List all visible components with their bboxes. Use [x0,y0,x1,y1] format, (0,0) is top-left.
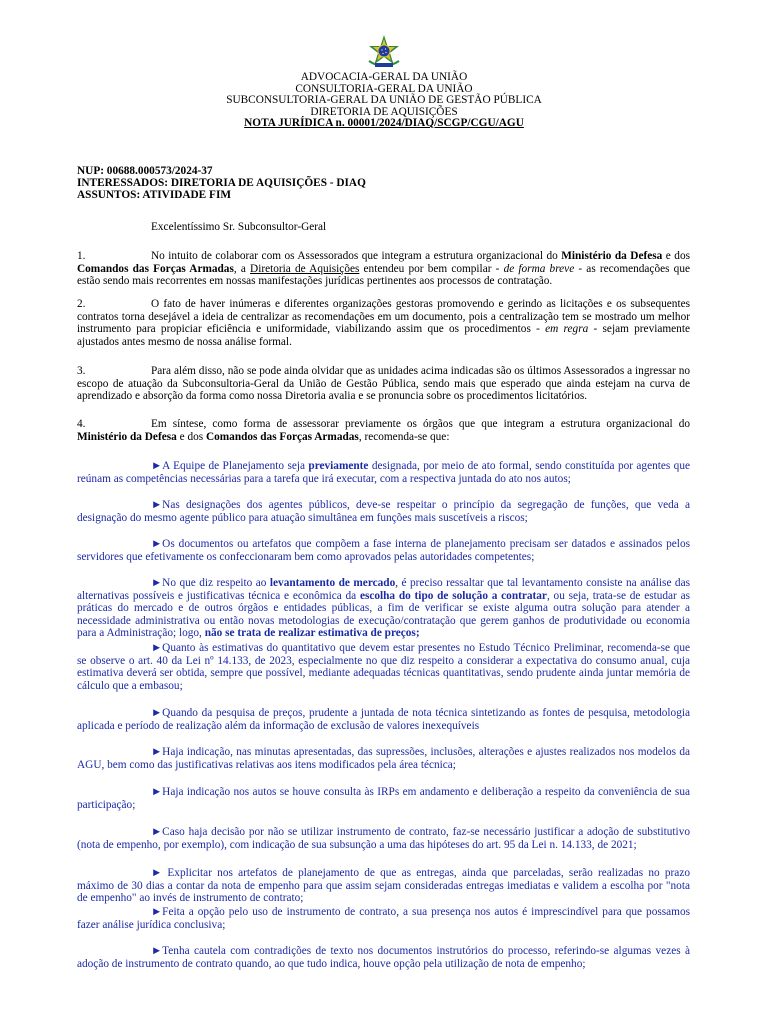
header-line: DIRETORIA DE AQUISIÇÕES [310,105,458,118]
assuntos-line: ASSUNTOS: ATIVIDADE FIM [77,188,232,201]
recommendation-item: ►Haja indicação, nas minutas apresentadas, das supressões, inclusões, alterações e ajustes realizados nos modelos da AGU, bem como das justificativas relativas aos itens modificados pela área técnica; [77,746,690,771]
paragraph-number: 4. [77,418,86,430]
header-line: CONSULTORIA-GERAL DA UNIÃO [295,82,473,95]
paragraph-number: 1. [77,250,86,262]
recommendation-item: ►Quando da pesquisa de preços, prudente a juntada de nota técnica sintetizando as fontes de pesquisa, metodologia aplicada e período de realização além da informação de exclusão de valores inexequíveis [77,707,690,732]
header-line: SUBCONSULTORIA-GERAL DA UNIÃO DE GESTÃO PÚBLICA [226,94,542,106]
nup-line: NUP: 00688.000573/2024-37 [77,165,213,177]
recommendation-item: ►Tenha cautela com contradições de texto nos documentos instrutórios do processo, referindo-se algumas vezes à adoção de instrumento de contrato quando, ao que tudo indica, houve opção pela utilização de nota de empenho; [77,945,690,970]
paragraph-number: 2. [77,298,86,310]
paragraph-3: 3. Para além disso, não se pode ainda olvidar que as unidades acima indicadas são os últimos Assessorados a ingressar no escopo de atuação da Subconsultoria-Geral da União de Gestão Pública, sendo mais que esperado que ainda estejam na curva de aprendizado e absorção da forma como nossa Diretoria avalia e se pronuncia sobre os procedimentos licitatórios. [77,365,690,403]
paragraph-2: 2. O fato de haver inúmeras e diferentes organizações gestoras promovendo e gerindo as licitações e os subsequentes contratos torna desejável a ideia de centralizar as recomendações em um documento, pois a centralização tem se mostrado um melhor instrumento para propiciar eficiência e uniformidade, viabilizando assim que os procedimentos - em regra - sejam previamente ajustados antes mesmo de nossa análise formal. [77,298,690,348]
recommendation-item: ►Caso haja decisão por não se utilizar instrumento de contrato, faz-se necessário justificar a adoção de substitutivo (nota de empenho, por exemplo), com indicação de sua subsunção a uma das hipóteses do art. 95 da Lei n. 14.133, de 2021; [77,826,690,851]
recommendation-item: ►A Equipe de Planejamento seja previamente designada, por meio de ato formal, sendo constituída por agentes que reúnam as competências necessárias para a tarefa que irá executar, com a respectiva juntada do ato nos autos; [77,460,690,485]
recommendation-item: ►Haja indicação nos autos se houve consulta às IRPs em andamento e deliberação a respeito da conveniência de sua participação; [77,786,690,811]
recommendation-item: ►Quanto às estimativas do quantitativo que devem estar presentes no Estudo Técnico Preliminar, recomenda-se que se observe o art. 40 da Lei nº 14.133, de 2023, especialmente no que diz respeito a considerar a expectativa do consumo anual, cuja estimativa deverá ser obtida, sempre que possível, mediante adequadas técnicas quantitativas, sendo prudente ainda juntar memória de cálculo que a embasou; [77,642,690,692]
salutation: Excelentíssimo Sr. Subconsultor-Geral [151,221,327,233]
paragraph-1: 1. No intuito de colaborar com os Assessorados que integram a estrutura organizacional do Ministério da Defesa e dos Comandos das Forças Armadas, a Diretoria de Aquisições entendeu por bem compilar - de forma breve - as recomendações que estão sendo mais recorrentes em nossas manifestações jurídicas pertinentes aos processos de contratação. [77,250,690,288]
recommendation-item: ►Nas designações dos agentes públicos, deve-se respeitar o princípio da segregação de funções, que veda a designação do mesmo agente público para atuação simultânea em funções mais suscetíveis a riscos; [77,499,690,524]
coat-of-arms-emblem [366,34,402,70]
document-header [0,72,768,130]
document-title: NOTA JURÍDICA n. 00001/2024/DIAQ/SCGP/CGU/AGU [244,117,524,129]
document-metadata [77,166,366,201]
recommendation-item: ►Feita a opção pelo uso de instrumento de contrato, a sua presença nos autos é imprescindível para que possamos fazer análise jurídica conclusiva; [77,906,690,931]
paragraph-number: 3. [77,365,86,377]
recommendation-item: ►Os documentos ou artefatos que compõem a fase interna de planejamento precisam ser datados e assinados pelos servidores que efetivamente os confeccionaram bem como aprovados pelas autoridades competentes; [77,538,690,563]
recommendation-item: ► Explicitar nos artefatos de planejamento de que as entregas, ainda que parceladas, serão realizadas no prazo máximo de 30 dias a contar da nota de empenho para que assim sejam consideradas entregas imediatas e validem a escolha por "nota de empenho" ao invés de instrumento de contrato; [77,867,690,905]
header-line: ADVOCACIA-GERAL DA UNIÃO [300,71,468,83]
paragraph-4: 4. Em síntese, como forma de assessorar previamente os órgãos que que integram a estrutura organizacional do Ministério da Defesa e dos Comandos das Forças Armadas, recomenda-se que: [77,418,690,443]
recommendation-item: ►No que diz respeito ao levantamento de mercado, é preciso ressaltar que tal levantamento consiste na análise das alternativas possíveis e justificativas técnica e econômica da escolha do tipo de solução a contratar, ou seja, trata-se de estudar as práticas do mercado e de outros órgãos e entidades públicas, a fim de verificar se existe alguma outra solução para atender a necessidade administrativa ou então novas metodologias de execução/contratação que gerem ganhos de produtividade ou economia para a Administração; logo, não se trata de realizar estimativa de preços; [77,577,690,640]
interessados-line: INTERESSADOS: DIRETORIA DE AQUISIÇÕES - DIAQ [77,176,366,189]
